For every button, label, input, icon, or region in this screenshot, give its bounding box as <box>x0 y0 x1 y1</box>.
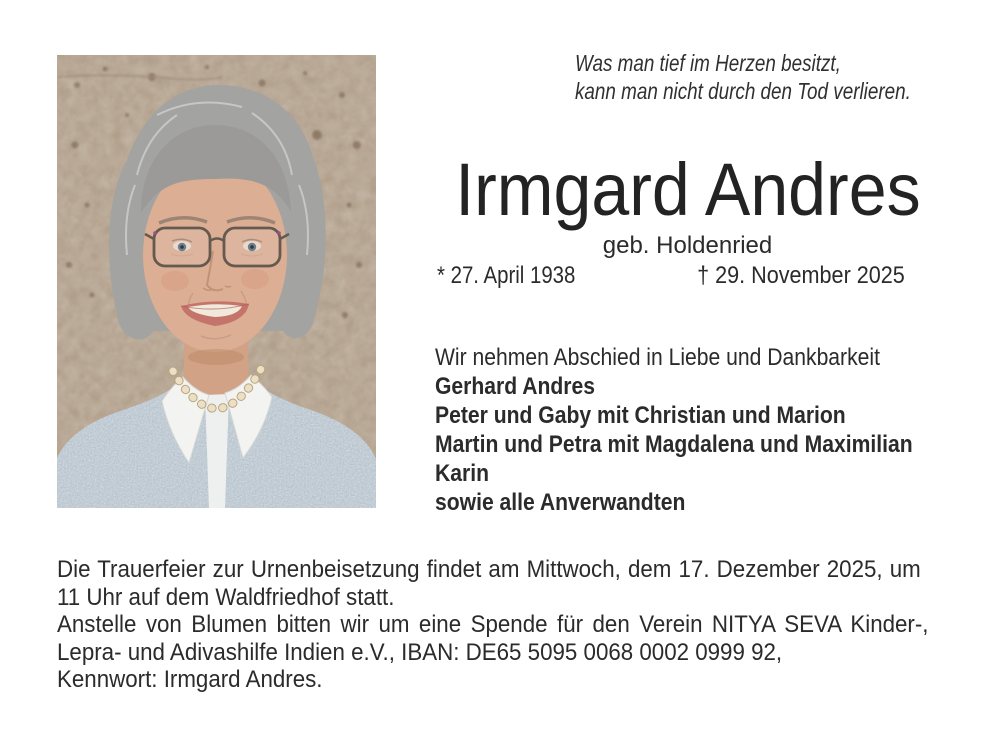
announcement-block <box>57 556 929 694</box>
epigraph-line: Was man tief im Herzen besitzt, <box>575 50 841 76</box>
portrait-photo <box>57 55 376 508</box>
death-date: † 29. November 2025 <box>697 262 905 289</box>
birth-date: * 27. April 1938 <box>437 262 576 289</box>
announcement-line: Die Trauerfeier zur Urnenbeisetzung findet am Mittwoch, dem 17. Dezember 2025, um <box>57 556 921 583</box>
announcement-line: Kennwort: Irmgard Andres. <box>57 666 323 693</box>
announcement-line: Lepra- und Adivashilfe Indien e.V., IBAN: DE65 5095 0068 0002 0999 92, <box>57 638 783 666</box>
mourner-line: Peter und Gaby mit Christian und Marion <box>435 402 846 429</box>
deceased-name: Irmgard Andres <box>455 148 921 231</box>
announcement-line: 11 Uhr auf dem Waldfriedhof statt. <box>57 583 395 611</box>
farewell-block <box>435 343 913 517</box>
maiden-name: geb. Holdenried <box>602 232 773 259</box>
epigraph <box>575 50 911 105</box>
farewell-intro: Wir nehmen Abschied in Liebe und Dankbarkeit <box>435 344 880 371</box>
announcement-line: Anstelle von Blumen bitten wir um eine Spende für den Verein NITYA SEVA Kinder-, <box>57 611 929 638</box>
mourner-line: Gerhard Andres <box>435 373 596 400</box>
mourner-line: sowie alle Anverwandten <box>435 489 686 516</box>
mourner-line: Martin und Petra mit Magdalena und Maximilian <box>435 431 913 458</box>
life-dates <box>437 264 905 288</box>
mourner-line: Karin <box>435 460 489 487</box>
epigraph-line: kann man nicht durch den Tod verlieren. <box>575 77 911 104</box>
